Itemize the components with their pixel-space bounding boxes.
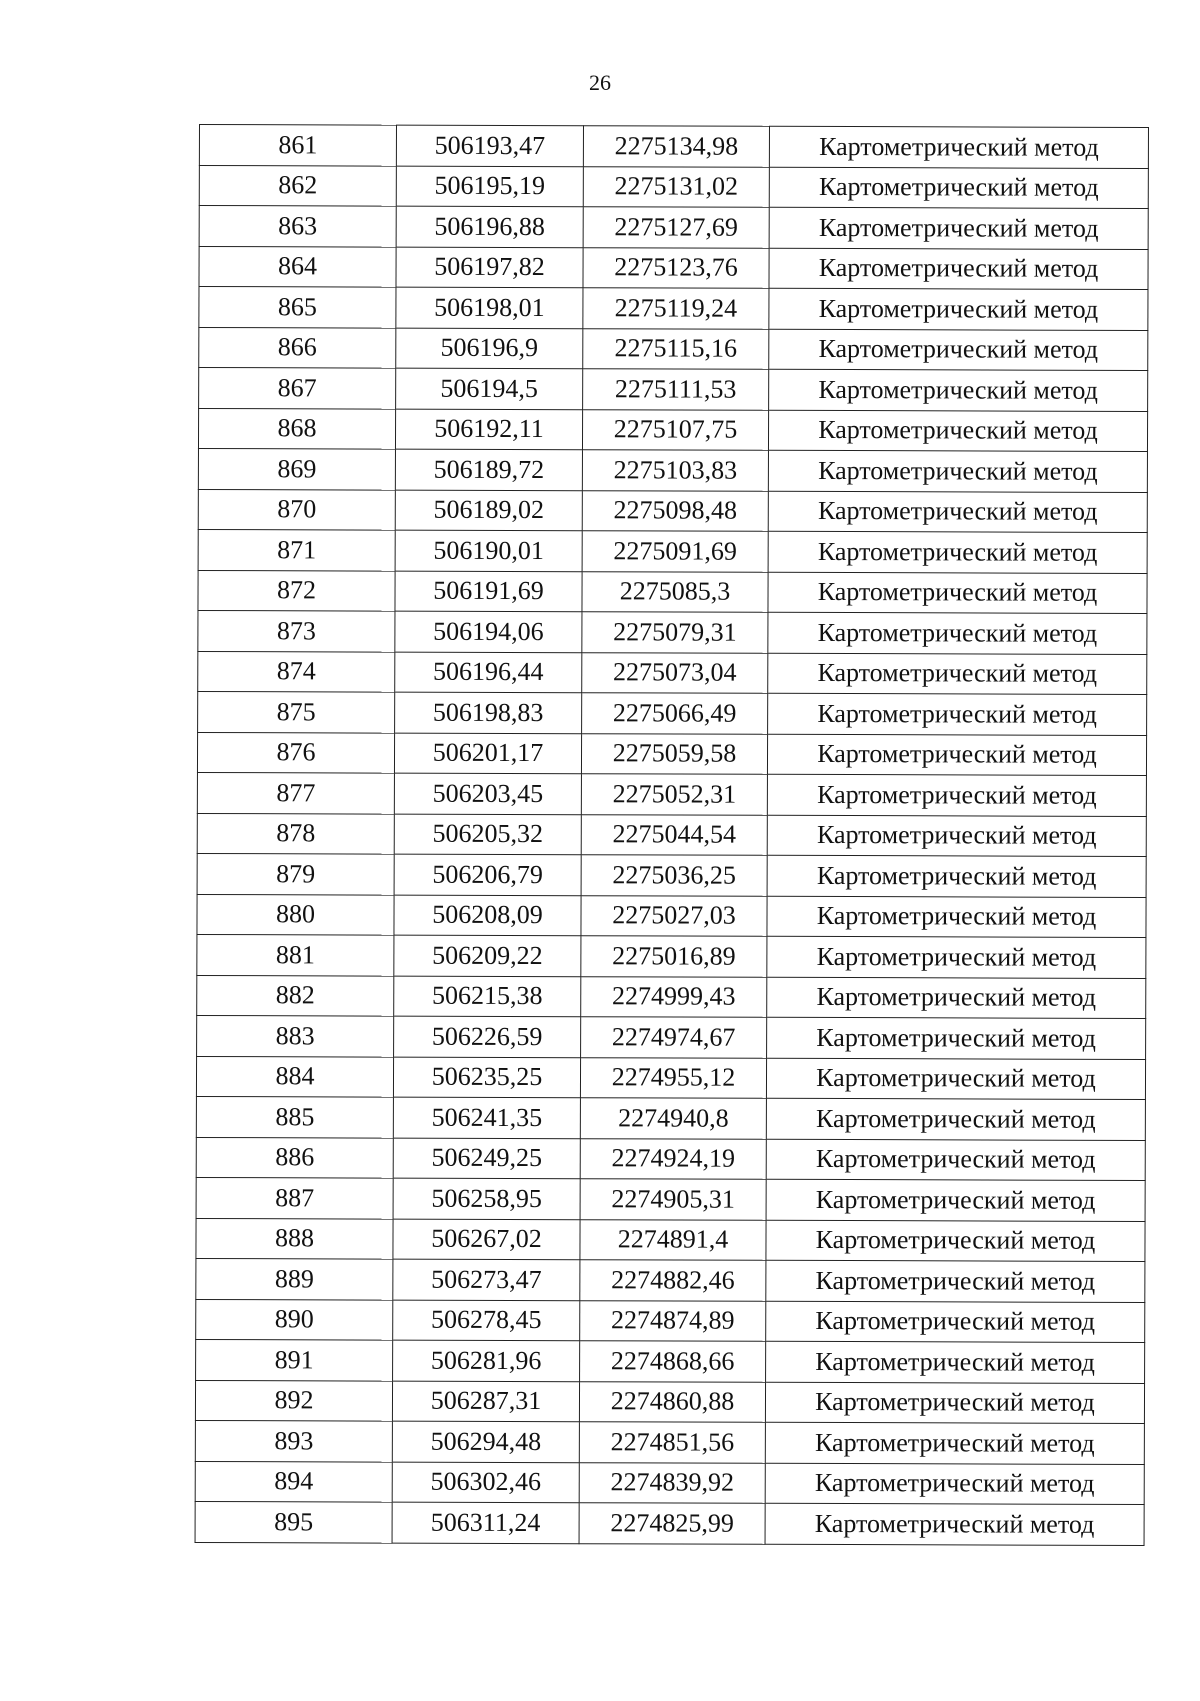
y-coordinate-cell: 2275044,54: [581, 814, 767, 855]
x-coordinate-cell: 506249,25: [393, 1138, 580, 1179]
table-row: [197, 975, 1146, 1018]
method-cell: Картометрический метод: [767, 774, 1146, 816]
y-coordinate-cell: 2275103,83: [582, 450, 768, 491]
x-coordinate-cell: 506194,5: [396, 368, 583, 409]
table-row: [198, 691, 1147, 734]
method-cell: Картометрический метод: [765, 1463, 1144, 1505]
method-cell: Картометрический метод: [765, 1382, 1144, 1424]
y-coordinate-cell: 2275098,48: [582, 490, 768, 531]
method-cell: Картометрический метод: [766, 1179, 1145, 1221]
x-coordinate-cell: 506194,06: [395, 611, 582, 652]
method-cell: Картометрический метод: [769, 207, 1148, 249]
method-cell: Картометрический метод: [769, 126, 1148, 168]
method-cell: Картометрический метод: [769, 248, 1148, 290]
y-coordinate-cell: 2275123,76: [583, 247, 769, 288]
y-coordinate-cell: 2275059,58: [581, 733, 767, 774]
y-coordinate-cell: 2274825,99: [579, 1503, 765, 1544]
point-number-cell: 879: [197, 853, 394, 894]
table-row: [198, 408, 1147, 451]
y-coordinate-cell: 2275085,3: [582, 571, 768, 612]
point-number-cell: 876: [197, 732, 394, 773]
table-row: [195, 1501, 1144, 1544]
x-coordinate-cell: 506195,19: [396, 166, 583, 207]
y-coordinate-cell: 2274940,8: [580, 1098, 766, 1139]
table-row: [196, 1339, 1145, 1382]
method-cell: Картометрический метод: [768, 410, 1147, 452]
x-coordinate-cell: 506287,31: [392, 1381, 579, 1422]
y-coordinate-cell: 2274955,12: [580, 1057, 766, 1098]
point-number-cell: 868: [198, 408, 395, 449]
point-number-cell: 883: [197, 1015, 394, 1056]
y-coordinate-cell: 2275127,69: [583, 207, 769, 248]
table-row: [199, 165, 1148, 208]
x-coordinate-cell: 506273,47: [393, 1259, 580, 1300]
y-coordinate-cell: 2274974,67: [581, 1017, 767, 1058]
table-row: [195, 1420, 1144, 1463]
y-coordinate-cell: 2275016,89: [581, 936, 767, 977]
point-number-cell: 881: [197, 934, 394, 975]
point-number-cell: 877: [197, 772, 394, 813]
table-row: [198, 489, 1147, 532]
table-row: [196, 1056, 1145, 1099]
table-row: [197, 1015, 1146, 1058]
table-row: [199, 368, 1148, 411]
table-row: [199, 287, 1148, 330]
x-coordinate-cell: 506209,22: [394, 935, 581, 976]
table-row: [197, 732, 1146, 775]
point-number-cell: 894: [195, 1461, 392, 1502]
x-coordinate-cell: 506196,9: [396, 328, 583, 369]
point-number-cell: 880: [197, 894, 394, 935]
x-coordinate-cell: 506241,35: [393, 1097, 580, 1138]
x-coordinate-cell: 506190,01: [395, 530, 582, 571]
method-cell: Картометрический метод: [766, 1220, 1145, 1262]
point-number-cell: 865: [199, 287, 396, 328]
x-coordinate-cell: 506302,46: [392, 1462, 579, 1503]
point-number-cell: 870: [198, 489, 395, 530]
method-cell: Картометрический метод: [767, 896, 1146, 938]
table-row: [196, 1299, 1145, 1342]
x-coordinate-cell: 506197,82: [396, 247, 583, 288]
x-coordinate-cell: 506198,83: [395, 692, 582, 733]
point-number-cell: 864: [199, 246, 396, 287]
x-coordinate-cell: 506191,69: [395, 571, 582, 612]
y-coordinate-cell: 2274860,88: [579, 1381, 765, 1422]
y-coordinate-cell: 2275111,53: [583, 369, 769, 410]
point-number-cell: 891: [196, 1339, 393, 1380]
table-row: [196, 1218, 1145, 1261]
table-row: [197, 772, 1146, 815]
method-cell: Картометрический метод: [768, 491, 1147, 533]
point-number-cell: 887: [196, 1177, 393, 1218]
point-number-cell: 872: [198, 570, 395, 611]
point-number-cell: 893: [195, 1420, 392, 1461]
coordinates-table: [195, 124, 1149, 1545]
method-cell: Картометрический метод: [767, 734, 1146, 776]
y-coordinate-cell: 2274882,46: [580, 1260, 766, 1301]
x-coordinate-cell: 506267,02: [393, 1219, 580, 1260]
x-coordinate-cell: 506311,24: [392, 1502, 579, 1543]
table-row: [196, 1258, 1145, 1301]
y-coordinate-cell: 2275091,69: [582, 531, 768, 572]
point-number-cell: 878: [197, 813, 394, 854]
table-row: [197, 813, 1146, 856]
table-row: [198, 448, 1147, 491]
method-cell: Картометрический метод: [769, 369, 1148, 411]
method-cell: Картометрический метод: [766, 1058, 1145, 1100]
point-number-cell: 890: [196, 1299, 393, 1340]
table-row: [199, 327, 1148, 370]
point-number-cell: 882: [197, 975, 394, 1016]
point-number-cell: 871: [198, 529, 395, 570]
table-row: [197, 894, 1146, 937]
point-number-cell: 892: [195, 1380, 392, 1421]
table-row: [199, 246, 1148, 289]
y-coordinate-cell: 2275107,75: [582, 409, 768, 450]
method-cell: Картометрический метод: [765, 1503, 1144, 1545]
y-coordinate-cell: 2275119,24: [583, 288, 769, 329]
method-cell: Картометрический метод: [767, 815, 1146, 857]
method-cell: Картометрический метод: [767, 936, 1146, 978]
x-coordinate-cell: 506193,47: [396, 125, 583, 166]
point-number-cell: 866: [199, 327, 396, 368]
point-number-cell: 884: [196, 1056, 393, 1097]
y-coordinate-cell: 2275079,31: [582, 612, 768, 653]
point-number-cell: 861: [199, 125, 396, 166]
y-coordinate-cell: 2275131,02: [583, 166, 769, 207]
point-number-cell: 867: [199, 368, 396, 409]
point-number-cell: 863: [199, 206, 396, 247]
x-coordinate-cell: 506196,44: [395, 652, 582, 693]
method-cell: Картометрический метод: [768, 531, 1147, 573]
y-coordinate-cell: 2275052,31: [581, 774, 767, 815]
table-row: [197, 934, 1146, 977]
y-coordinate-cell: 2274999,43: [581, 976, 767, 1017]
x-coordinate-cell: 506192,11: [395, 409, 582, 450]
method-cell: Картометрический метод: [767, 1017, 1146, 1059]
coordinates-table-body: [195, 125, 1148, 1545]
x-coordinate-cell: 506208,09: [394, 895, 581, 936]
y-coordinate-cell: 2275027,03: [581, 895, 767, 936]
method-cell: Картометрический метод: [768, 653, 1147, 695]
y-coordinate-cell: 2274868,66: [580, 1341, 766, 1382]
x-coordinate-cell: 506235,25: [393, 1057, 580, 1098]
y-coordinate-cell: 2275134,98: [583, 126, 769, 167]
y-coordinate-cell: 2274924,19: [580, 1138, 766, 1179]
method-cell: Картометрический метод: [766, 1341, 1145, 1383]
table-row: [196, 1177, 1145, 1220]
x-coordinate-cell: 506294,48: [392, 1421, 579, 1462]
y-coordinate-cell: 2274851,56: [579, 1422, 765, 1463]
method-cell: Картометрический метод: [765, 1422, 1144, 1464]
point-number-cell: 885: [196, 1096, 393, 1137]
point-number-cell: 862: [199, 165, 396, 206]
y-coordinate-cell: 2275115,16: [583, 328, 769, 369]
x-coordinate-cell: 506281,96: [393, 1340, 580, 1381]
table-row: [196, 1096, 1145, 1139]
y-coordinate-cell: 2275036,25: [581, 855, 767, 896]
x-coordinate-cell: 506189,02: [395, 490, 582, 531]
table-row: [195, 1380, 1144, 1423]
x-coordinate-cell: 506196,88: [396, 206, 583, 247]
table-row: [198, 610, 1147, 653]
table-row: [198, 651, 1147, 694]
method-cell: Картометрический метод: [766, 1139, 1145, 1181]
method-cell: Картометрический метод: [767, 977, 1146, 1019]
method-cell: Картометрический метод: [769, 167, 1148, 209]
method-cell: Картометрический метод: [769, 288, 1148, 330]
y-coordinate-cell: 2274905,31: [580, 1179, 766, 1220]
point-number-cell: 869: [198, 448, 395, 489]
y-coordinate-cell: 2275073,04: [582, 652, 768, 693]
table-row: [197, 853, 1146, 896]
method-cell: Картометрический метод: [766, 1098, 1145, 1140]
table-row: [199, 206, 1148, 249]
x-coordinate-cell: 506189,72: [395, 449, 582, 490]
x-coordinate-cell: 506215,38: [394, 976, 581, 1017]
point-number-cell: 873: [198, 610, 395, 651]
page-number: 26: [589, 70, 611, 95]
method-cell: Картометрический метод: [766, 1260, 1145, 1302]
x-coordinate-cell: 506258,95: [393, 1178, 580, 1219]
point-number-cell: 895: [195, 1501, 392, 1542]
x-coordinate-cell: 506203,45: [394, 773, 581, 814]
method-cell: Картометрический метод: [768, 693, 1147, 735]
point-number-cell: 886: [196, 1137, 393, 1178]
table-row: [198, 570, 1147, 613]
y-coordinate-cell: 2274891,4: [580, 1219, 766, 1260]
x-coordinate-cell: 506226,59: [394, 1016, 581, 1057]
point-number-cell: 888: [196, 1218, 393, 1259]
point-number-cell: 889: [196, 1258, 393, 1299]
method-cell: Картометрический метод: [768, 612, 1147, 654]
y-coordinate-cell: 2274874,89: [580, 1300, 766, 1341]
point-number-cell: 875: [198, 691, 395, 732]
table-row: [199, 125, 1148, 168]
x-coordinate-cell: 506198,01: [396, 287, 583, 328]
x-coordinate-cell: 506205,32: [394, 814, 581, 855]
table-row: [195, 1461, 1144, 1504]
y-coordinate-cell: 2274839,92: [579, 1462, 765, 1503]
method-cell: Картометрический метод: [768, 572, 1147, 614]
method-cell: Картометрический метод: [769, 329, 1148, 371]
point-number-cell: 874: [198, 651, 395, 692]
method-cell: Картометрический метод: [766, 1301, 1145, 1343]
table-row: [196, 1137, 1145, 1180]
method-cell: Картометрический метод: [767, 855, 1146, 897]
table-row: [198, 529, 1147, 572]
method-cell: Картометрический метод: [768, 450, 1147, 492]
y-coordinate-cell: 2275066,49: [582, 693, 768, 734]
x-coordinate-cell: 506278,45: [393, 1300, 580, 1341]
x-coordinate-cell: 506206,79: [394, 854, 581, 895]
x-coordinate-cell: 506201,17: [394, 733, 581, 774]
